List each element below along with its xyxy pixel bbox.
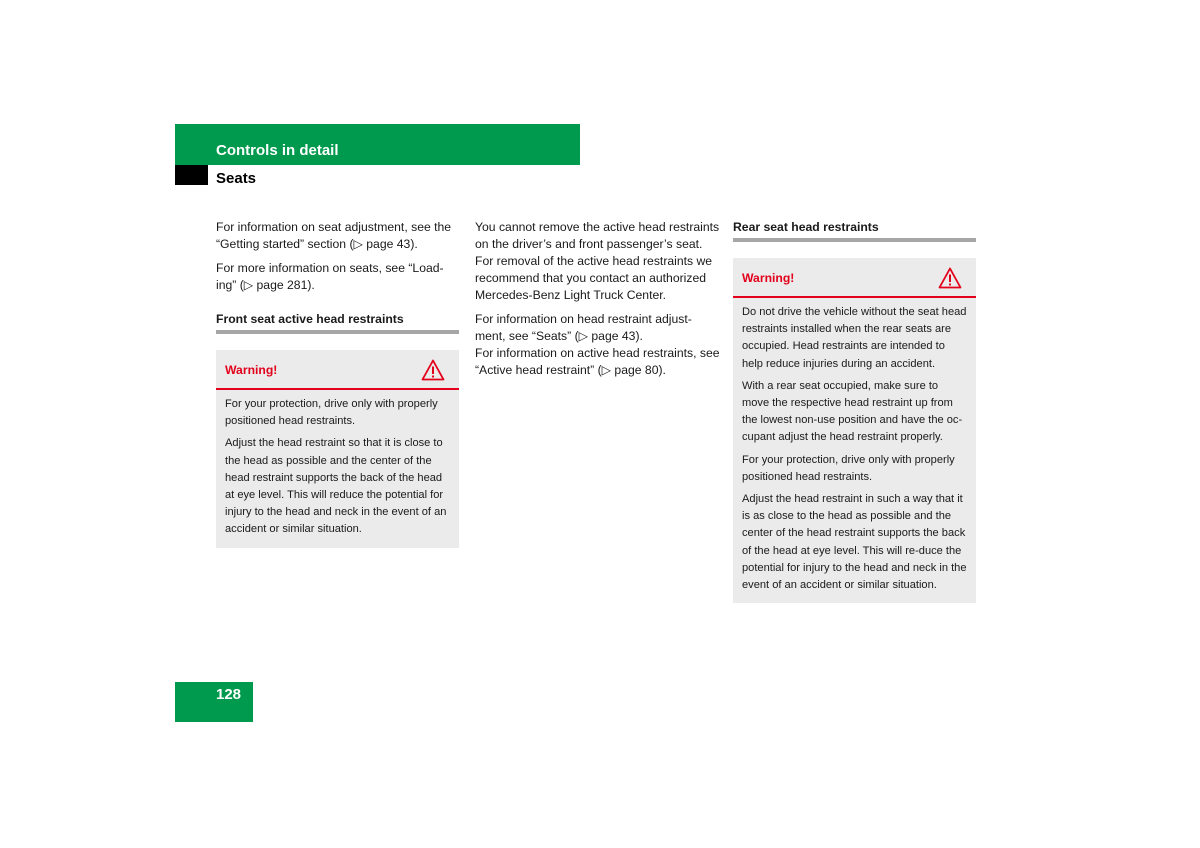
warning-body <box>216 390 459 539</box>
section-tab-marker <box>175 165 208 185</box>
warning-label: Warning! <box>225 363 278 377</box>
warning-header <box>216 350 459 390</box>
column-middle <box>475 219 720 386</box>
warning-paragraph: With a rear seat occupied, make sure to move the respective head restraint up from the lowest non-use position and have the oc-cupant adjust the head restraint properly. <box>742 379 963 444</box>
paragraph: For information on active head restraints, see “Active head restraint” (▷ page 80). <box>475 346 720 377</box>
section-title: Seats <box>216 170 257 187</box>
page-number: 128 <box>216 686 242 703</box>
warning-header <box>733 258 976 298</box>
chapter-title: Controls in detail <box>216 142 339 159</box>
page-number-box <box>175 682 253 722</box>
warning-paragraph: Adjust the head restraint so that it is close to the head as possible and the center of the head restraint supports the back of the head at eye level. This will reduce the potential for injury to the head and neck in the event of an accident or similar situation. <box>225 437 447 536</box>
paragraph: For information on head restraint adjust-ment, see “Seats” (▷ page 43). <box>475 312 692 343</box>
warning-paragraph: Adjust the head restraint in such a way that it is as close to the head as possible and the center of the head restraint supports the back of the head at eye level. This will re-duce the potential for injury to the head and neck in the event of an accident or similar situation. <box>742 493 967 592</box>
warning-triangle-icon <box>938 267 962 289</box>
warning-box-rear <box>733 258 976 603</box>
warning-paragraph: For your protection, drive only with properly positioned head restraints. <box>742 453 955 483</box>
warning-label: Warning! <box>742 271 795 285</box>
warning-paragraph: For your protection, drive only with properly positioned head restraints. <box>225 398 438 428</box>
column-left <box>216 219 459 548</box>
paragraph: For information on seat adjustment, see the “Getting started” section (▷ page 43). <box>216 220 452 251</box>
paragraph: You cannot remove the active head restraints on the driver’s and front passenger’s seat. <box>475 220 720 251</box>
warning-triangle-icon <box>421 359 445 381</box>
subheading-rear-restraints: Rear seat head restraints <box>733 219 976 242</box>
warning-box-front <box>216 350 459 548</box>
subheading-front-restraints: Front seat active head restraints <box>216 311 459 334</box>
paragraph: For removal of the active head restraints we recommend that you contact an authorized Mercedes-Benz Light Truck Center. <box>475 254 713 302</box>
column-right <box>733 219 976 603</box>
warning-paragraph: Do not drive the vehicle without the seat head restraints installed when the rear seats are occupied. Head restraints are intended to help reduce injuries during an accident. <box>742 306 967 370</box>
paragraph: For more information on seats, see “Load-ing” (▷ page 281). <box>216 261 444 292</box>
warning-body <box>733 298 976 594</box>
